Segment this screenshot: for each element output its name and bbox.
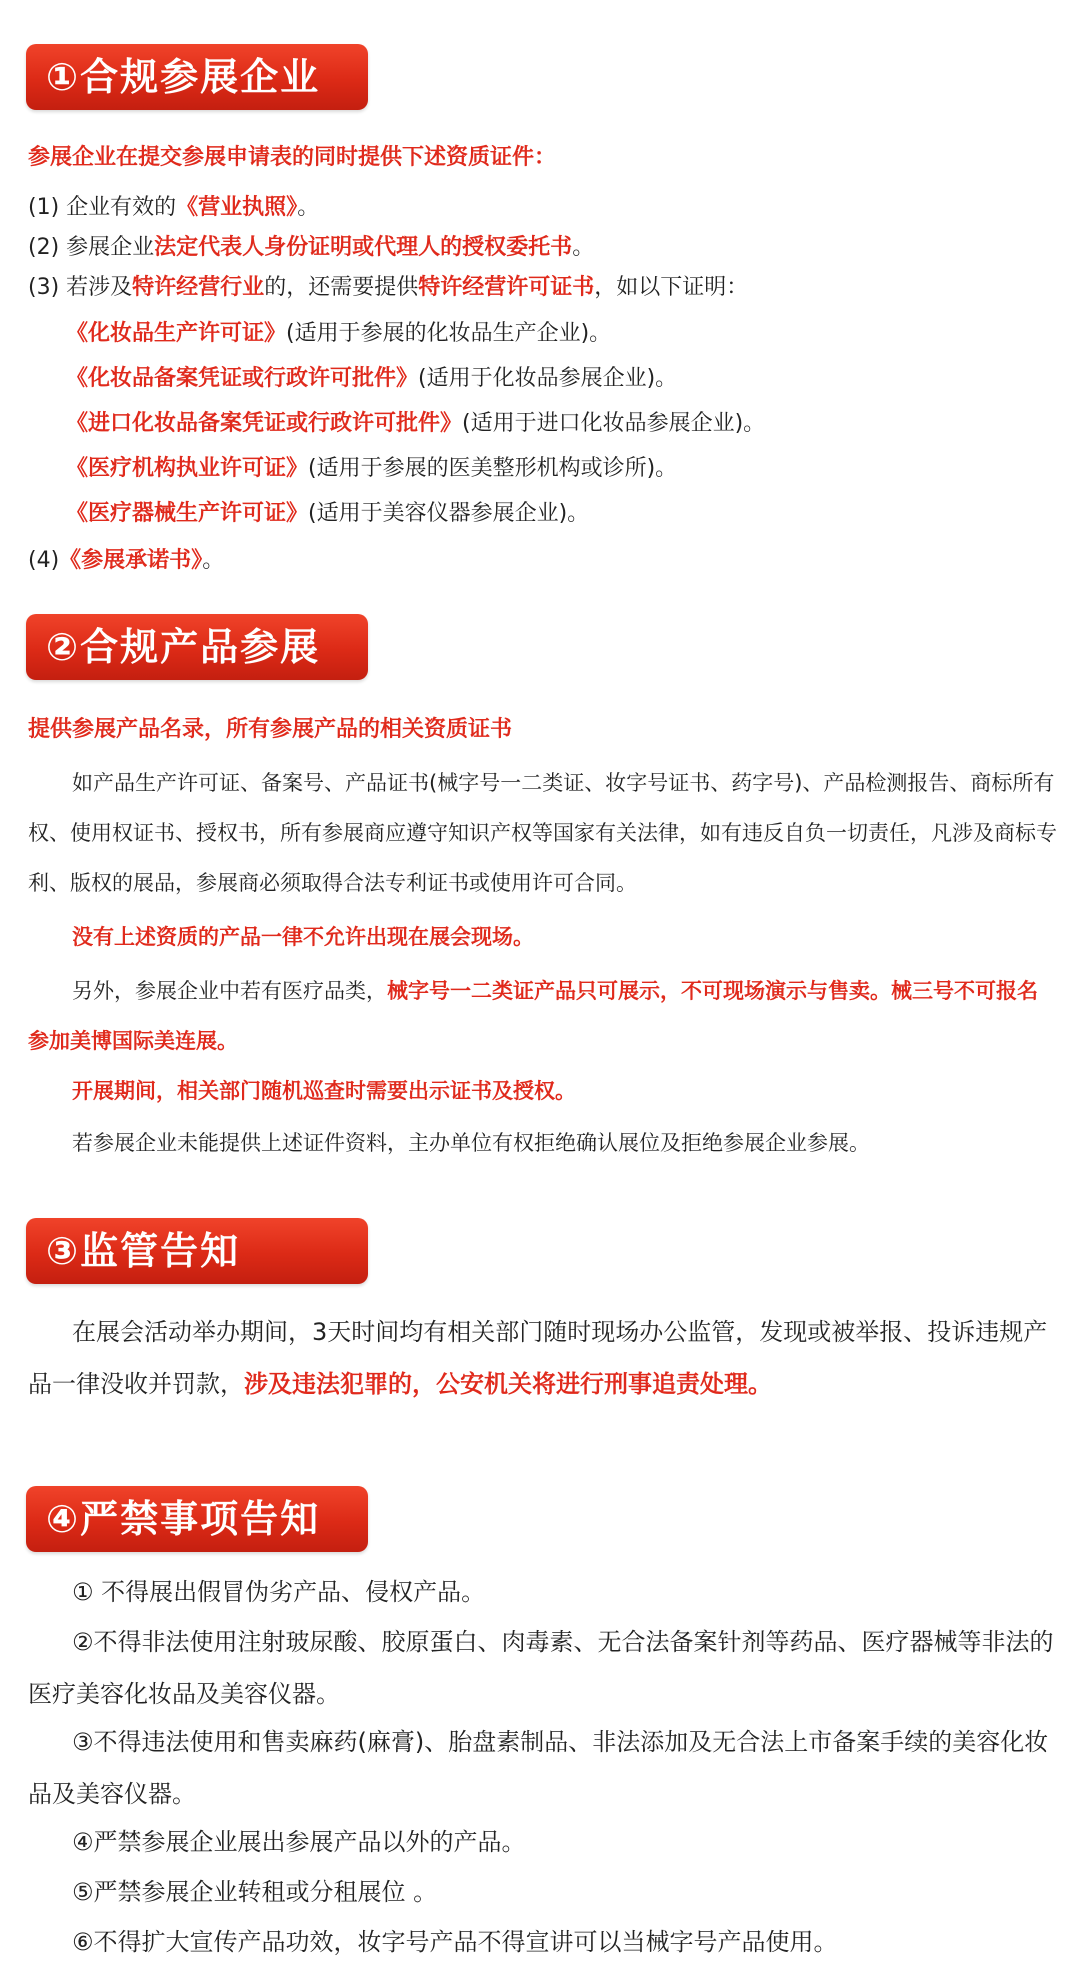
section-1-header: ①合规参展企业 xyxy=(26,44,368,110)
section-3-paragraph-highlight: 涉及违法犯罪的，公安机关将进行刑事追责处理。 xyxy=(244,1370,772,1398)
item-1-suffix: 。 xyxy=(297,195,320,220)
sub-item-3-title: 《进口化妆品备案凭证或行政许可批件》 xyxy=(66,411,463,436)
sub-item-4 xyxy=(66,451,677,482)
section-2-paragraph-4: 开展期间，相关部门随机巡查时需要出示证书及授权。 xyxy=(72,1079,576,1103)
item-3-highlight-2: 特许经营许可证书 xyxy=(418,275,595,300)
sub-item-5-note: (适用于美容仪器参展企业)。 xyxy=(308,501,590,526)
item-4 xyxy=(28,543,224,574)
sub-item-4-note: (适用于参展的医美整形机构或诊所)。 xyxy=(308,456,678,481)
prohibition-item-4: ④严禁参展企业展出参展产品以外的产品。 xyxy=(72,1828,526,1856)
section-3-paragraph-text: 在展会活动举办期间，3天时间均有相关部门随时现场办公监管，发现或被举报、投诉违规产品一律没收并罚款， xyxy=(28,1318,1048,1398)
item-1-highlight: 《营业执照》 xyxy=(176,195,298,220)
prohibition-item-3: ③不得违法使用和售卖麻药(麻膏)、胎盘素制品、非法添加及无合法上市备案手续的美容化妆品及美容仪器。 xyxy=(28,1728,1049,1808)
section-2-header: ②合规产品参展 xyxy=(26,614,368,680)
item-3-prefix: (3) 若涉及 xyxy=(28,275,133,300)
section-2-paragraph-3-text: 另外，参展企业中若有医疗品类， xyxy=(72,979,387,1003)
item-3-suffix: ，如以下证明： xyxy=(594,275,749,300)
sub-item-2-title: 《化妆品备案凭证或行政许可批件》 xyxy=(66,366,419,391)
sub-item-2 xyxy=(66,361,677,392)
item-4-prefix: (4) xyxy=(28,548,60,573)
section-2-paragraph-2: 没有上述资质的产品一律不允许出现在展会现场。 xyxy=(72,925,534,949)
sub-item-3 xyxy=(66,406,765,437)
section-2-paragraph-3 xyxy=(28,966,1058,1066)
sub-item-1-title: 《化妆品生产许可证》 xyxy=(66,321,287,346)
item-1-prefix: (1) 企业有效的 xyxy=(28,195,177,220)
sub-item-1-note: (适用于参展的化妆品生产企业)。 xyxy=(286,321,612,346)
section-1-intro: 参展企业在提交参展申请表的同时提供下述资质证件： xyxy=(28,145,557,170)
section-2-paragraph-1: 如产品生产许可证、备案号、产品证书(械字号一二类证、妆字号证书、药字号)、产品检测报告、商标所有权、使用权证书、授权书，所有参展商应遵守知识产权等国家有关法律，如有违反自负一切责任，凡涉及商标专利、版权的展品，参展商必须取得合法专利证书或使用许可合同。 xyxy=(28,771,1057,895)
section-2-intro: 提供参展产品名录，所有参展产品的相关资质证书 xyxy=(28,717,513,742)
sub-item-5-title: 《医疗器械生产许可证》 xyxy=(66,501,309,526)
item-2-prefix: (2) 参展企业 xyxy=(28,235,155,260)
prohibition-item-5: ⑤严禁参展企业转租或分租展位 。 xyxy=(72,1878,438,1906)
item-3-highlight-1: 特许经营行业 xyxy=(132,275,265,300)
item-3 xyxy=(28,270,748,301)
section-3-paragraph xyxy=(28,1306,1058,1410)
prohibition-item-6: ⑥不得扩大宣传产品功效，妆字号产品不得宣讲可以当械字号产品使用。 xyxy=(72,1928,838,1956)
section-4-header: ④严禁事项告知 xyxy=(26,1486,368,1552)
sub-item-1 xyxy=(66,316,611,347)
section-2-paragraph-3-highlight: 械字号一二类证产品只可展示，不可现场演示与售卖。械三号不可报名参加美博国际美连展。 xyxy=(28,979,1038,1053)
item-3-mid: 的，还需要提供 xyxy=(264,275,419,300)
item-2 xyxy=(28,230,594,261)
item-2-suffix: 。 xyxy=(572,235,595,260)
sub-item-5 xyxy=(66,496,589,527)
section-2-paragraph-5: 若参展企业未能提供上述证件资料，主办单位有权拒绝确认展位及拒绝参展企业参展。 xyxy=(72,1131,870,1155)
sub-item-3-note: (适用于进口化妆品参展企业)。 xyxy=(462,411,766,436)
item-4-highlight: 《参展承诺书》 xyxy=(59,548,203,573)
sub-item-4-title: 《医疗机构执业许可证》 xyxy=(66,456,309,481)
item-4-suffix: 。 xyxy=(202,548,225,573)
item-2-highlight: 法定代表人身份证明或代理人的授权委托书 xyxy=(154,235,573,260)
sub-item-2-note: (适用于化妆品参展企业)。 xyxy=(418,366,678,391)
prohibition-item-2: ②不得非法使用注射玻尿酸、胶原蛋白、肉毒素、无合法备案针剂等药品、医疗器械等非法的医疗美容化妆品及美容仪器。 xyxy=(28,1628,1054,1708)
section-3-header: ③监管告知 xyxy=(26,1218,368,1284)
item-1 xyxy=(28,190,319,221)
prohibition-item-1: ① 不得展出假冒伪劣产品、侵权产品。 xyxy=(72,1578,486,1606)
